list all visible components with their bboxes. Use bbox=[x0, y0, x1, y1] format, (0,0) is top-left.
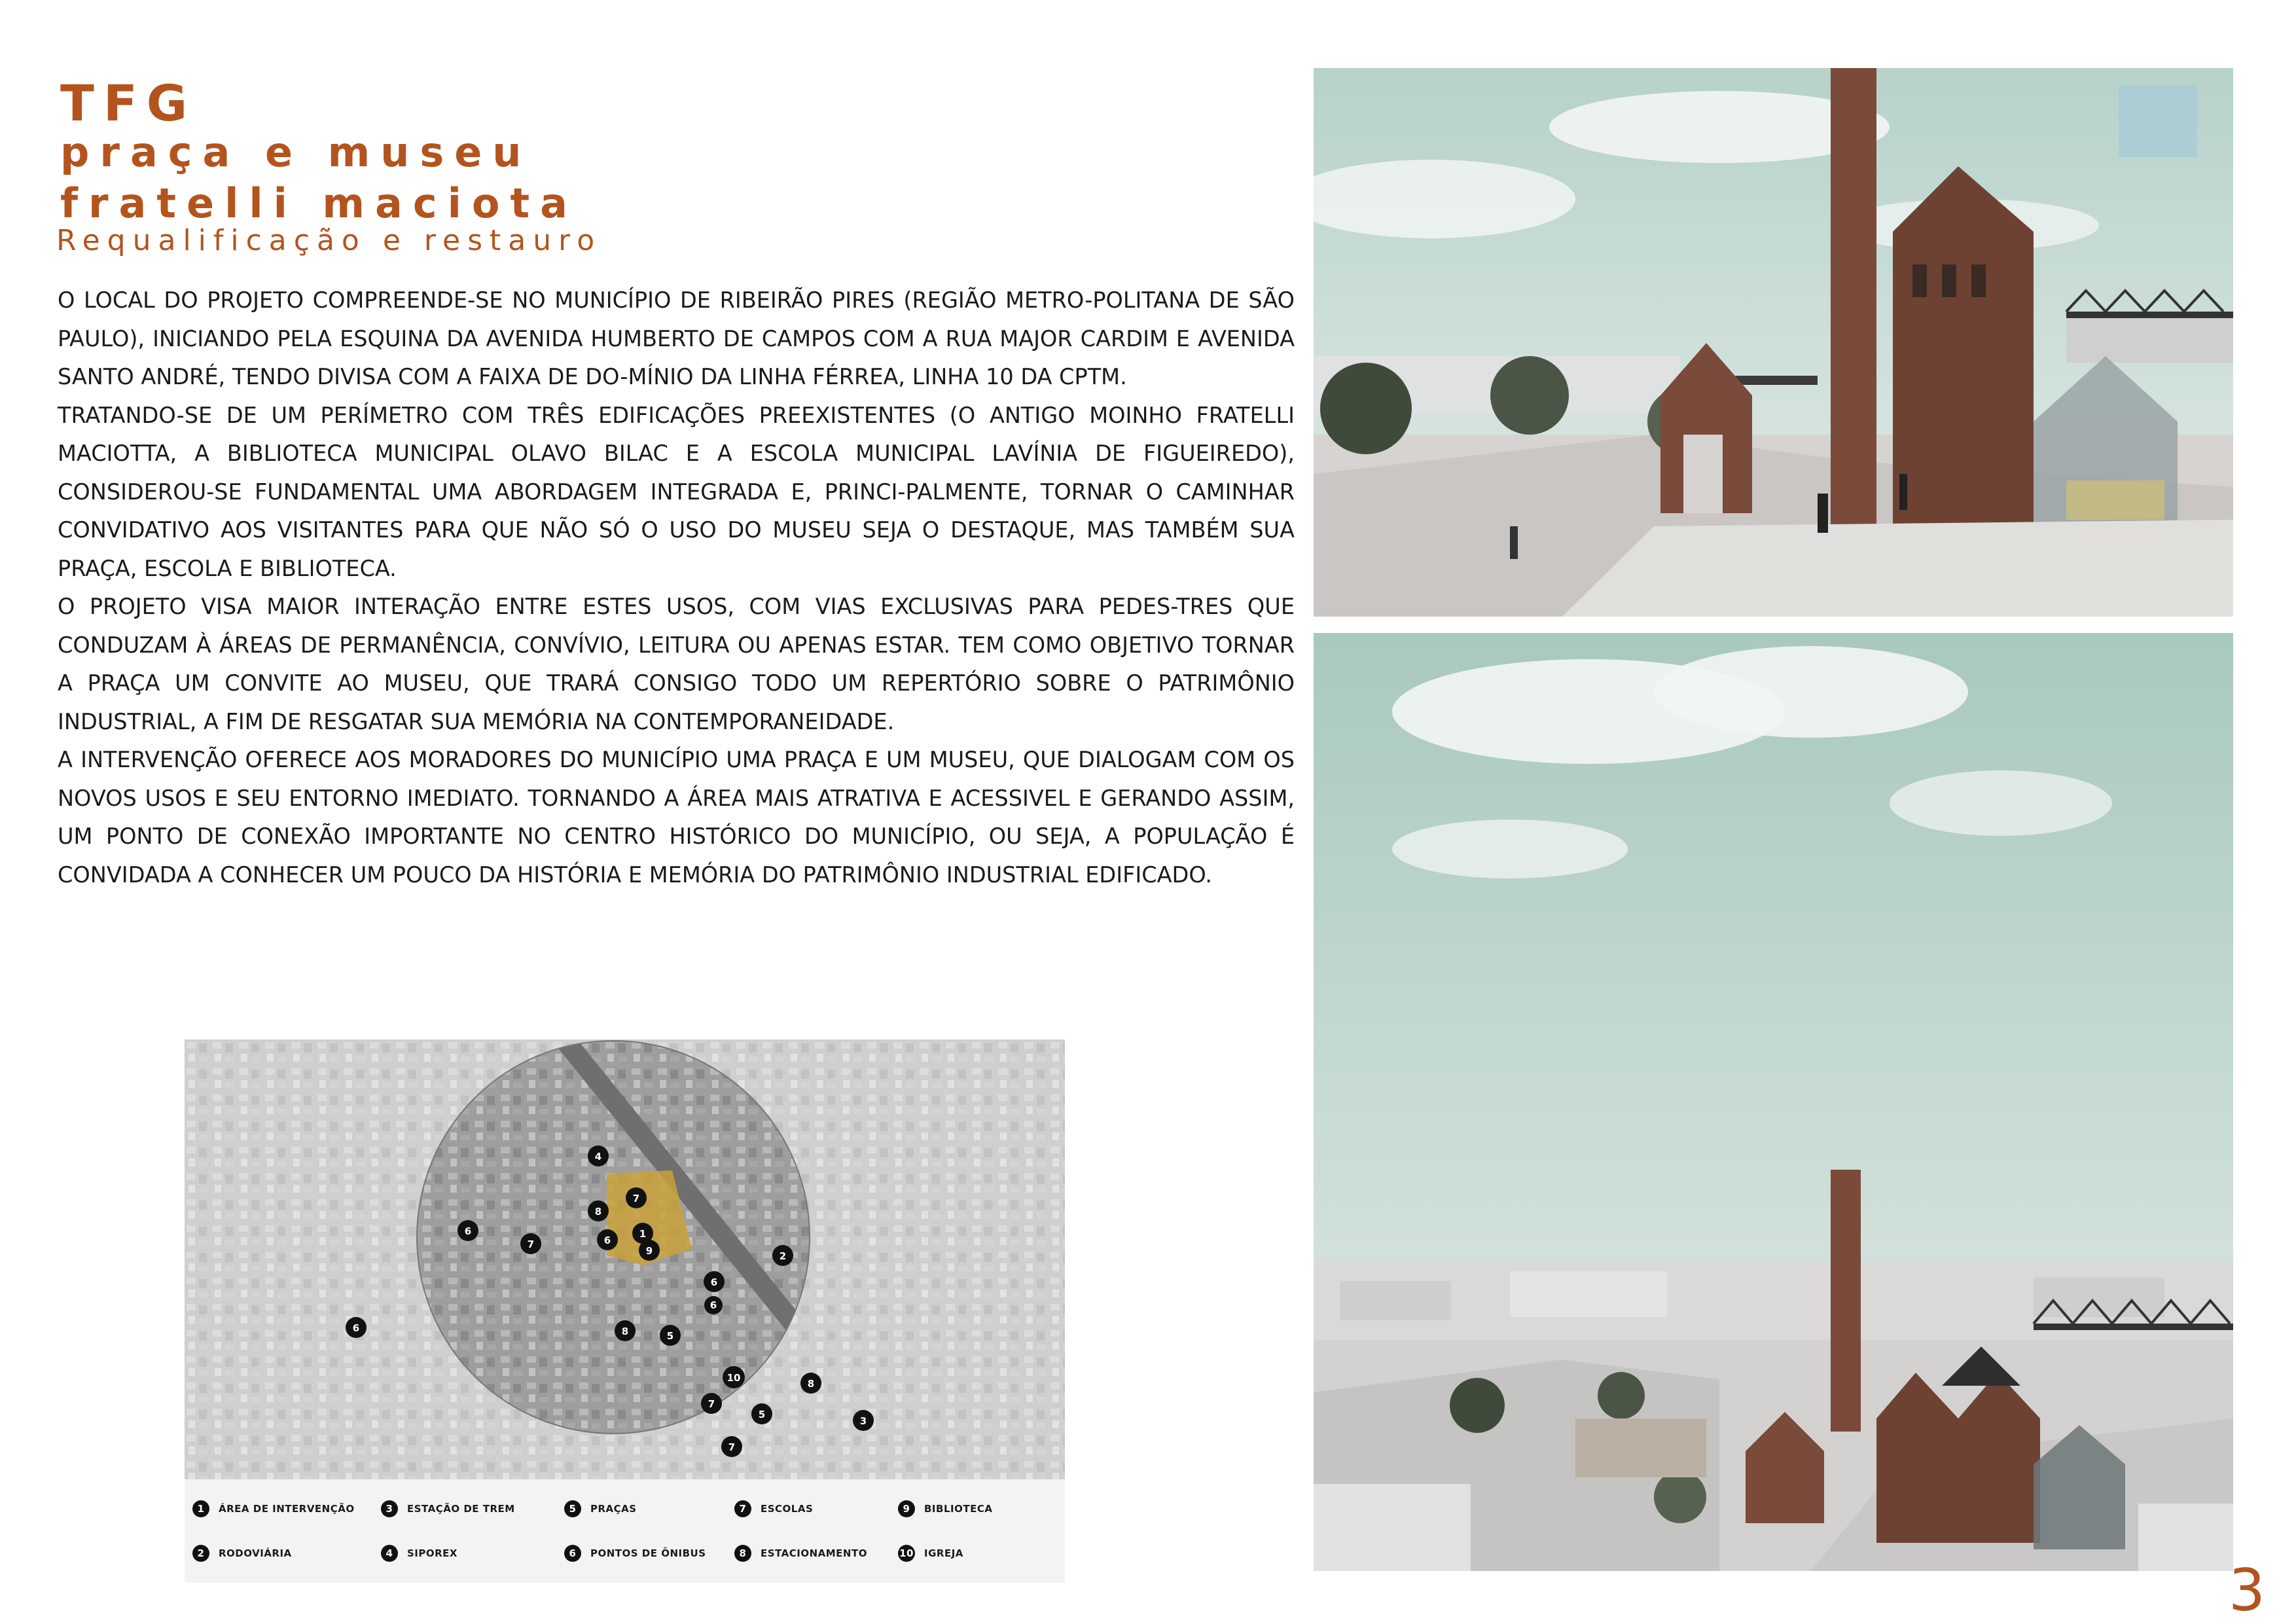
legend-item: 9 BIBLIOTECA bbox=[898, 1500, 992, 1517]
description-paragraph: O LOCAL DO PROJETO COMPREENDE-SE NO MUNICÍPIO DE RIBEIRÃO PIRES (REGIÃO METRO-POLITANA DE SÃO PAULO), INICIANDO PELA ESQUINA DA AVENIDA HUMBERTO DE CAMPOS COM A RUA MAJOR CARDIM E AVENIDA SANTO ANDRÉ, TENDO DIVISA COM A FAIXA DE DO-MÍNIO DA LINHA FÉRREA, LINHA 10 DA CPTM. bbox=[58, 287, 1295, 389]
description-paragraph: TRATANDO-SE DE UM PERÍMETRO COM TRÊS EDIFICAÇÕES PREEXISTENTES (O ANTIGO MOINHO FRATELLI MACIOTTA, A BIBLIOTECA MUNICIPAL OLAVO BILAC E A ESCOLA MUNICIPAL LAVÍNIA DE FIGUEIREDO), CONSIDEROU-SE FUNDAMENTAL UMA ABORDAGEM INTEGRADA E, PRINCI-PALMENTE, TORNAR O CAMINHAR CONVIDATIVO AOS VISITANTES PARA QUE NÃO SÓ O USO DO MUSEU SEJA O DESTAQUE, MAS TAMBÉM SUA PRAÇA, ESCOLA E BIBLIOTECA. bbox=[58, 402, 1295, 581]
svg-text:9: 9 bbox=[645, 1245, 653, 1257]
svg-text:3: 3 bbox=[859, 1415, 867, 1427]
map-legend bbox=[185, 1479, 1065, 1583]
description-paragraph: O PROJETO VISA MAIOR INTERAÇÃO ENTRE ESTES USOS, COM VIAS EXCLUSIVAS PARA PEDES-TRES QUE CONDUZAM À ÁREAS DE PERMANÊNCIA, CONVÍVIO, LEITURA OU APENAS ESTAR. TEM COMO OBJETIVO TORNAR A PRAÇA UM CONVITE AO MUSEU, QUE TRARÁ CONSIGO TODO UM REPERTÓRIO SOBRE O PATRIMÔNIO INDUSTRIAL, A FIM DE RESGATAR SUA MEMÓRIA NA CONTEMPORANEIDADE. bbox=[58, 594, 1295, 734]
map-marker bbox=[588, 1200, 609, 1221]
svg-text:5: 5 bbox=[758, 1409, 766, 1420]
svg-text:7: 7 bbox=[527, 1238, 535, 1250]
map-marker bbox=[615, 1320, 636, 1341]
project-description bbox=[58, 281, 1295, 894]
map-marker bbox=[346, 1317, 367, 1338]
location-map bbox=[185, 1039, 1065, 1479]
map-marker bbox=[457, 1220, 478, 1241]
svg-text:6: 6 bbox=[464, 1225, 472, 1237]
svg-text:7: 7 bbox=[708, 1398, 715, 1410]
map-marker bbox=[704, 1296, 723, 1314]
legend-item: 4 SIPOREX bbox=[381, 1545, 457, 1562]
map-marker bbox=[597, 1229, 618, 1250]
svg-text:6: 6 bbox=[709, 1299, 717, 1311]
description-paragraph: A INTERVENÇÃO OFERECE AOS MORADORES DO MUNICÍPIO UMA PRAÇA E UM MUSEU, QUE DIALOGAM COM OS NOVOS USOS E SEU ENTORNO IMEDIATO. TORNANDO A ÁREA MAIS ATRATIVA E ACESSIVEL E GERANDO ASSIM, UM PONTO DE CONEXÃO IMPORTANTE NO CENTRO HISTÓRICO DO MUNICÍPIO, OU SEJA, A POPULAÇÃO É CONVIDADA A CONHECER UM POUCO DA HISTÓRIA E MEMÓRIA DO PATRIMÔNIO INDUSTRIAL EDIFICADO. bbox=[58, 747, 1295, 888]
project-subtitle: Requalificação e restauro bbox=[56, 224, 602, 257]
map-marker bbox=[588, 1146, 609, 1166]
map-marker bbox=[626, 1187, 647, 1208]
svg-text:5: 5 bbox=[666, 1330, 674, 1342]
legend-item: 3 ESTAÇÃO DE TREM bbox=[381, 1500, 515, 1517]
legend-item: 6 PONTOS DE ÔNIBUS bbox=[564, 1545, 706, 1562]
page-title: TFG bbox=[60, 74, 197, 132]
svg-text:6: 6 bbox=[352, 1322, 360, 1334]
svg-text:2: 2 bbox=[779, 1250, 787, 1262]
legend-item: 1 ÁREA DE INTERVENÇÃO bbox=[192, 1500, 355, 1517]
svg-text:7: 7 bbox=[728, 1441, 736, 1453]
svg-text:7: 7 bbox=[632, 1193, 640, 1204]
svg-text:8: 8 bbox=[807, 1378, 815, 1390]
svg-text:6: 6 bbox=[710, 1276, 718, 1288]
project-name-line-1: praça e museu bbox=[60, 128, 532, 176]
rendering-street-view bbox=[1314, 68, 2233, 617]
map-marker bbox=[701, 1393, 722, 1414]
svg-text:6: 6 bbox=[603, 1235, 611, 1246]
map-marker bbox=[704, 1271, 725, 1292]
rendering-aerial-view bbox=[1314, 633, 2233, 1571]
svg-text:4: 4 bbox=[594, 1151, 602, 1163]
svg-text:8: 8 bbox=[621, 1326, 629, 1337]
legend-item: 10 IGREJA bbox=[898, 1545, 963, 1562]
map-marker bbox=[520, 1233, 541, 1254]
legend-item: 2 RODOVIÁRIA bbox=[192, 1545, 292, 1562]
map-marker bbox=[660, 1325, 681, 1346]
svg-text:10: 10 bbox=[726, 1372, 741, 1384]
map-marker bbox=[721, 1436, 742, 1457]
project-name-line-2: fratelli maciota bbox=[60, 179, 578, 227]
map-marker bbox=[853, 1410, 874, 1431]
map-marker bbox=[723, 1366, 745, 1388]
legend-item: 8 ESTACIONAMENTO bbox=[734, 1545, 867, 1562]
svg-text:1: 1 bbox=[639, 1228, 647, 1240]
map-marker bbox=[772, 1245, 793, 1266]
map-marker bbox=[800, 1373, 821, 1394]
map-marker bbox=[751, 1403, 772, 1424]
map-marker bbox=[639, 1240, 660, 1261]
page-number: 3 bbox=[2229, 1557, 2265, 1624]
legend-item: 5 PRAÇAS bbox=[564, 1500, 637, 1517]
svg-text:8: 8 bbox=[594, 1206, 602, 1218]
legend-item: 7 ESCOLAS bbox=[734, 1500, 813, 1517]
